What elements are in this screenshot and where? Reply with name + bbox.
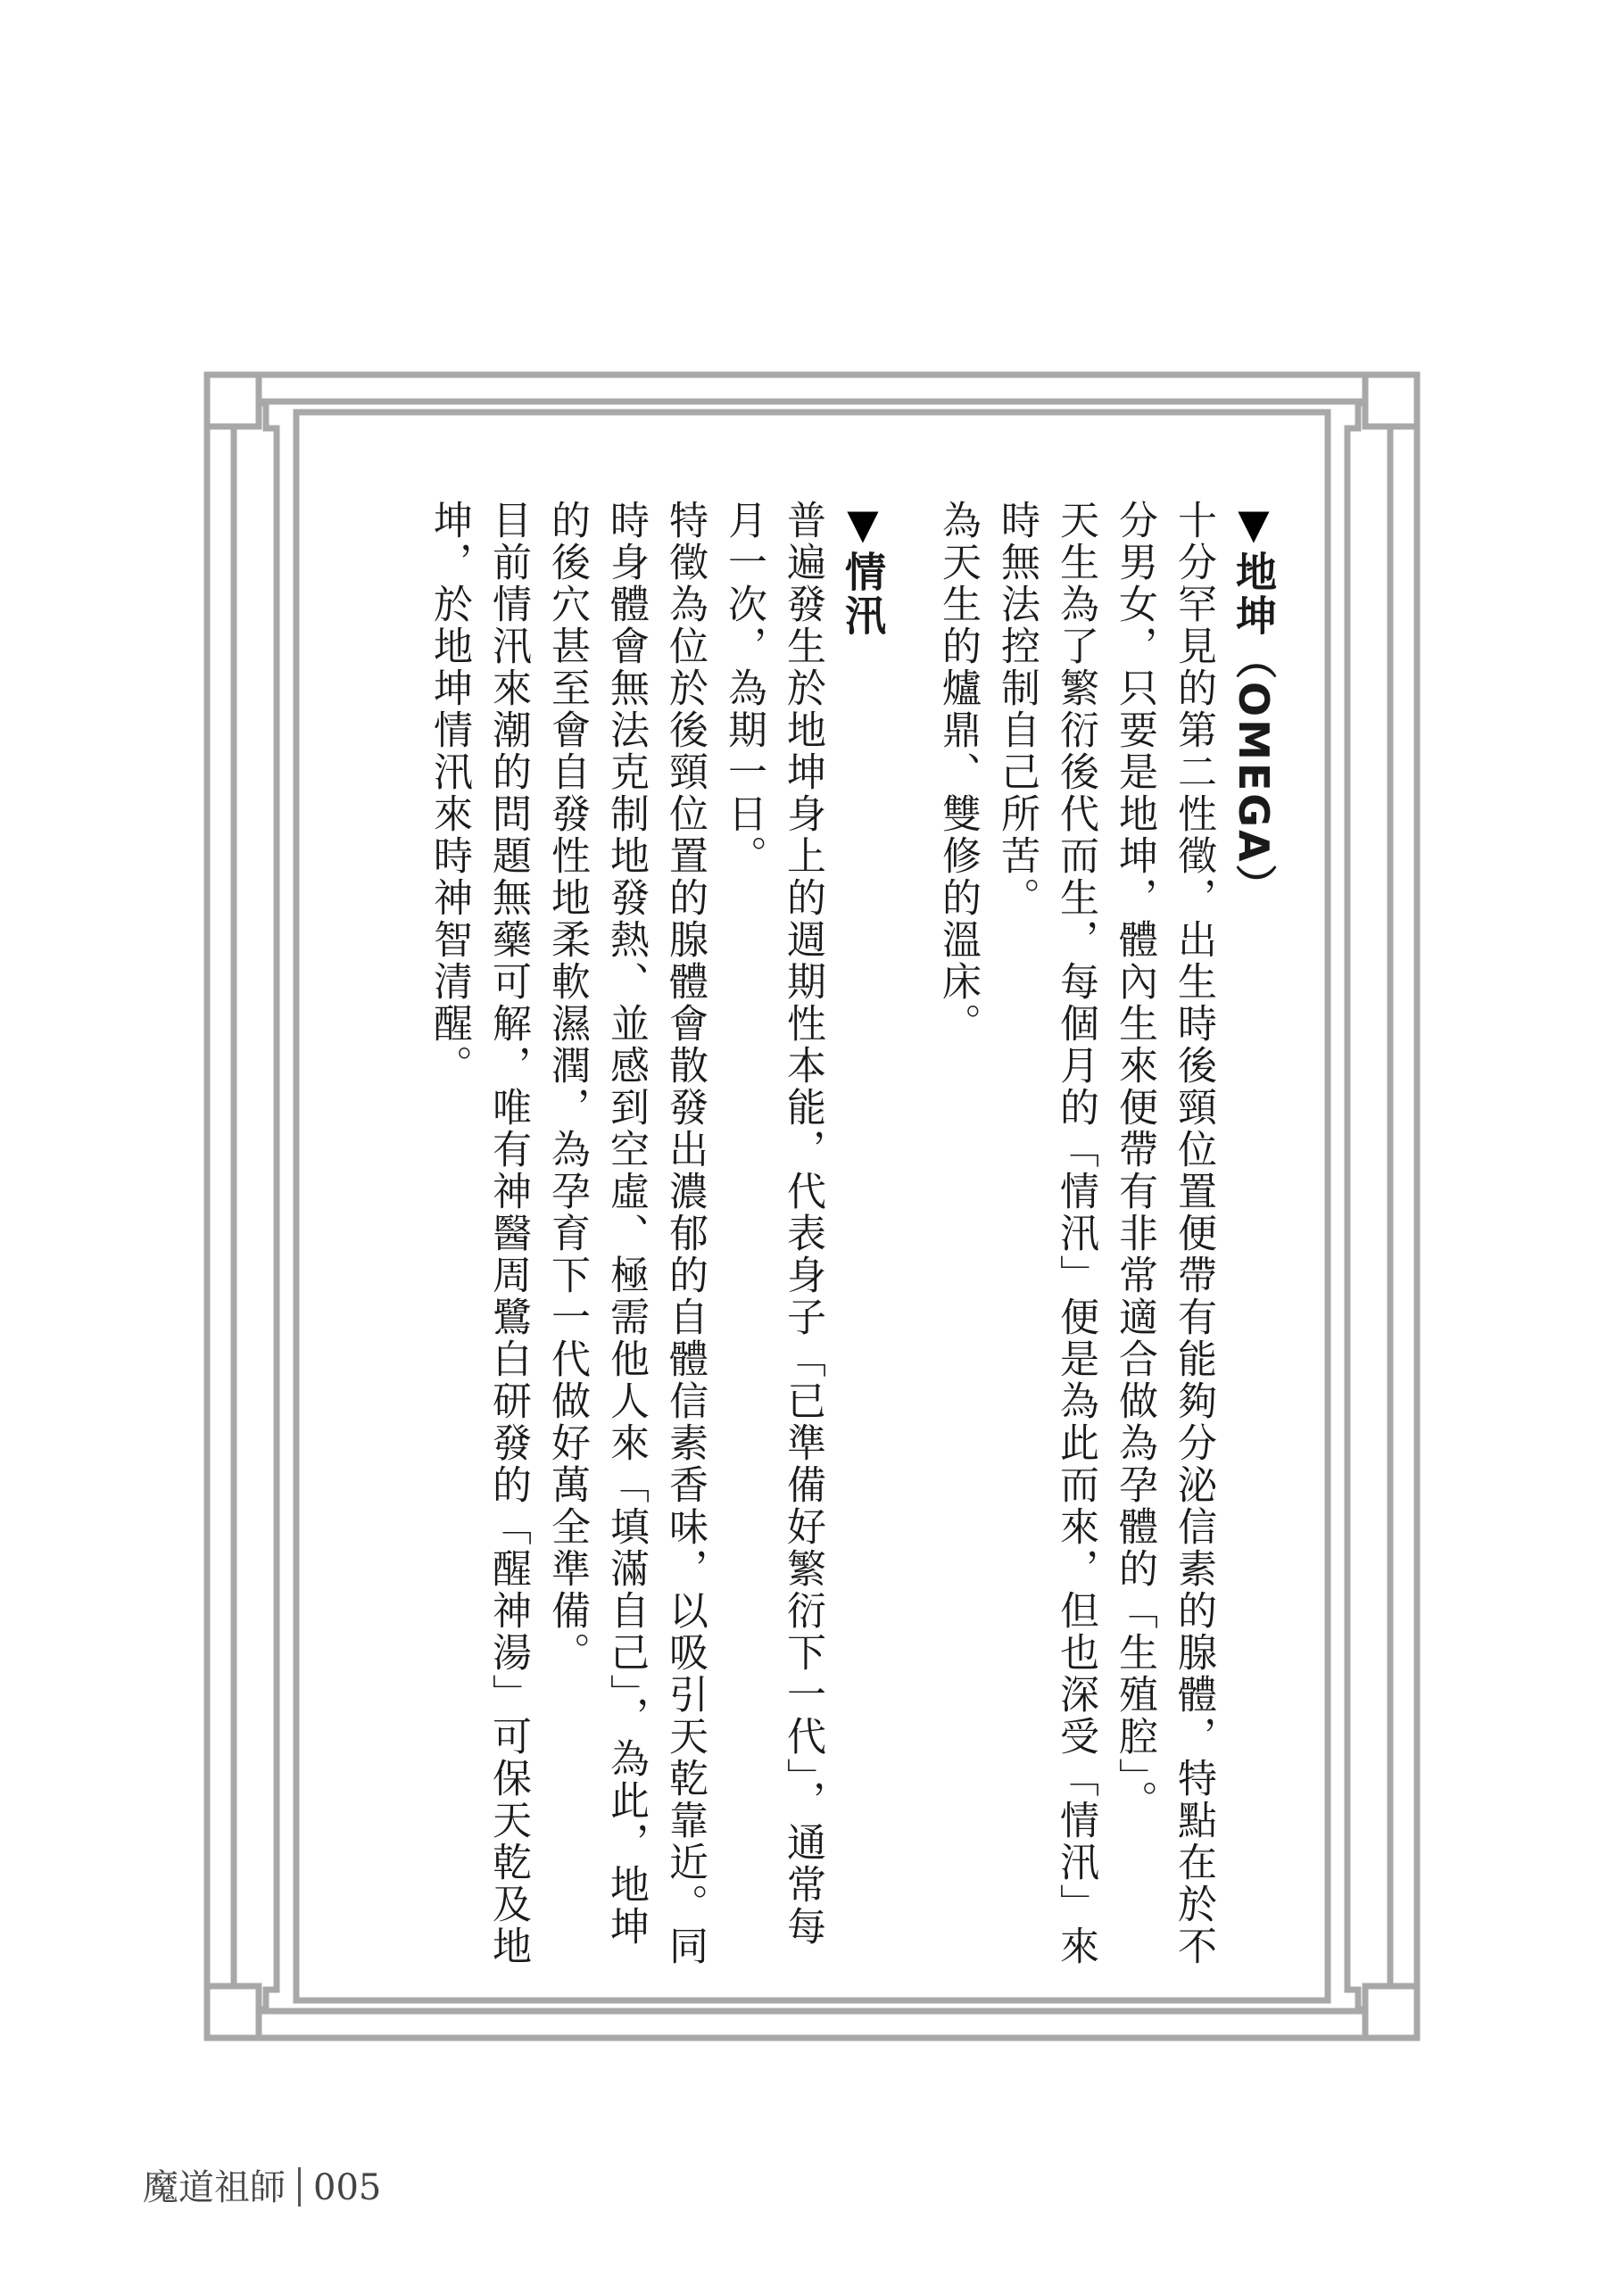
entry-paragraph: 普遍發生於地坤身上的週期性本能，代表身子「已準備好繁衍下一代」，通常每月一次，為期一日。 [721,500,825,1948]
glossary-entry-omega [928,500,1285,1981]
entry-title: 情汛 [839,551,887,638]
triangle-down-icon: ▼ [839,500,887,551]
entry-title: 地坤（OMEGA） [1230,551,1278,908]
page-number: 005 [313,2167,382,2208]
triangle-down-icon: ▼ [1230,500,1278,551]
entry-paragraph: 天生為了繁衍後代而生，每個月的「情汛」便是為此而來，但也深受「情汛」來時無法控制自己所苦。 [994,500,1098,1967]
entry-heading [1222,500,1285,1981]
entry-heading [832,500,894,1981]
entry-paragraph: 目前情汛來潮的問題無藥可解，唯有神醫周鷺白研發的「醒神湯」可保天乾及地坤，於地坤情汛來時神智清醒。 [427,500,531,1967]
glossary-content [321,500,1285,1981]
footer-divider [298,2167,301,2207]
entry-paragraph: 十分罕見的第二性徵，出生時後頸位置便帶有能夠分泌信素的腺體，特點在於不分男女，只要是地坤，體內生來便帶有非常適合做為孕體的「生殖腔」。 [1112,500,1216,1967]
page-footer [143,2159,381,2210]
book-title: 魔道祖師 [143,2167,286,2208]
entry-paragraph: 為天生的爐鼎、雙修的溫床。 [935,500,981,1045]
glossary-entry-heat [419,500,894,1981]
entry-paragraph: 特徵為位於後頸位置的腺體會散發出濃郁的自體信素香味，以吸引天乾靠近。同時身體會無法克制地發熱、並感到空虛、極需他人來「填滿自己」，為此，地坤的後穴甚至會自發性地柔軟濕潤，為孕育下一代做好萬全準備。 [544,500,708,1967]
